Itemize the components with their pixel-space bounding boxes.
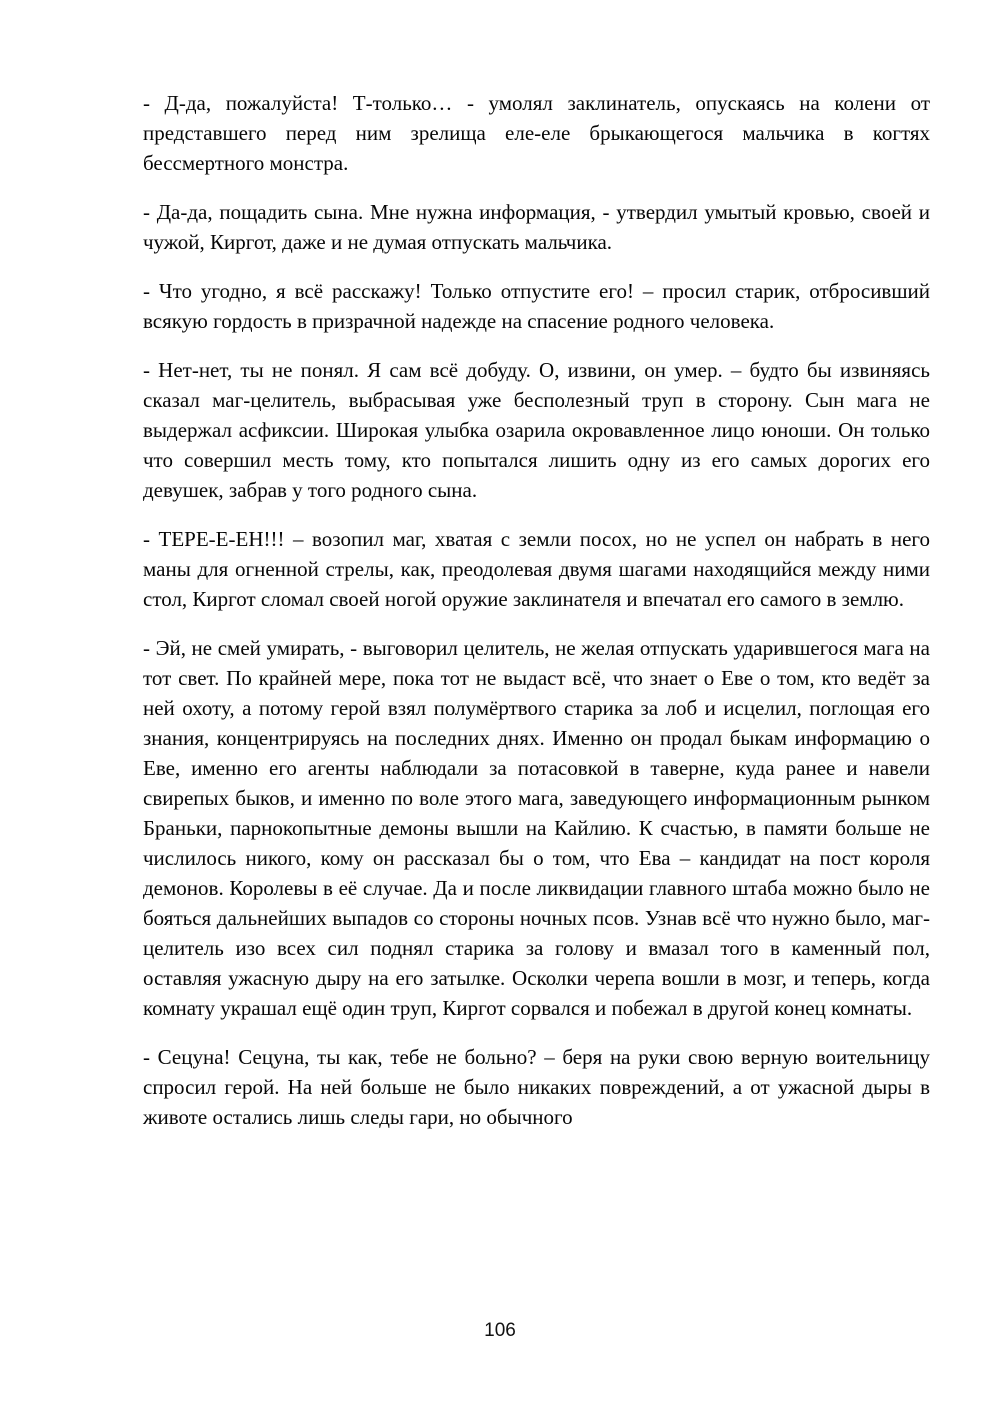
- paragraph: - ТЕРЕ-Е-ЕН!!! – возопил маг, хватая с земли посох, но не успел он набрать в него маны для огненной стрелы, как, преодолевая двумя шагами находящийся между ними стол, Киргот сломал своей ногой оружие заклинателя и впечатал его самого в землю.: [143, 527, 930, 611]
- paragraph: - Д-да, пожалуйста! Т-только… - умолял заклинатель, опускаясь на колени от представшего перед ним зрелища еле-еле брыкающегося мальчика в когтях бессмертного монстра.: [143, 91, 930, 175]
- page-number: 106: [484, 1320, 516, 1341]
- paragraph: - Да-да, пощадить сына. Мне нужна информация, - утвердил умытый кровью, своей и чужой, Киргот, даже и не думая отпускать мальчика.: [143, 200, 930, 254]
- page-text: [143, 88, 930, 1132]
- paragraph: - Сецуна! Сецуна, ты как, тебе не больно? – беря на руки свою верную воительницу спросил герой. На ней больше не было никаких повреждений, а от ужасной дыры в животе остались лишь следы гари, но обычного: [143, 1045, 930, 1129]
- paragraph: - Эй, не смей умирать, - выговорил целитель, не желая отпускать ударившегося мага на тот свет. По крайней мере, пока тот не выдаст всё, что знает о Еве о том, кто ведёт за ней охоту, а потому герой взял полумёртвого старика за лоб и исцелил, поглощая его знания, концентрируясь на последних днях. Именно он продал быкам информацию о Еве, именно его агенты наблюдали за потасовкой в таверне, куда ранее и навели свирепых быков, и именно по воле этого мага, заведующего информационным рынком Браньки, парнокопытные демоны вышли на Кайлию. К счастью, в памяти больше не числилось никого, кому он рассказал бы о том, что Ева – кандидат на пост короля демонов. Королевы в её случае. Да и после ликвидации главного штаба можно было не бояться дальнейших выпадов со стороны ночных псов. Узнав всё что нужно было, маг-целитель изо всех сил поднял старика за голову и вмазал того в каменный пол, оставляя ужасную дыру на его затылке. Осколки черепа вошли в мозг, и теперь, когда комнату украшал ещё один труп, Киргот сорвался и побежал в другой конец комнаты.: [143, 636, 930, 1020]
- paragraph: - Нет-нет, ты не понял. Я сам всё добуду. О, извини, он умер. – будто бы извиняясь сказал маг-целитель, выбрасывая уже бесполезный труп в сторону. Сын мага не выдержал асфиксии. Широкая улыбка озарила окровавленное лицо юноши. Он только что совершил месть тому, кто попытался лишить одну из его самых дорогих его девушек, забрав у того родного сына.: [143, 358, 930, 502]
- paragraph: - Что угодно, я всё расскажу! Только отпустите его! – просил старик, отбросивший всякую гордость в призрачной надежде на спасение родного человека.: [143, 279, 930, 333]
